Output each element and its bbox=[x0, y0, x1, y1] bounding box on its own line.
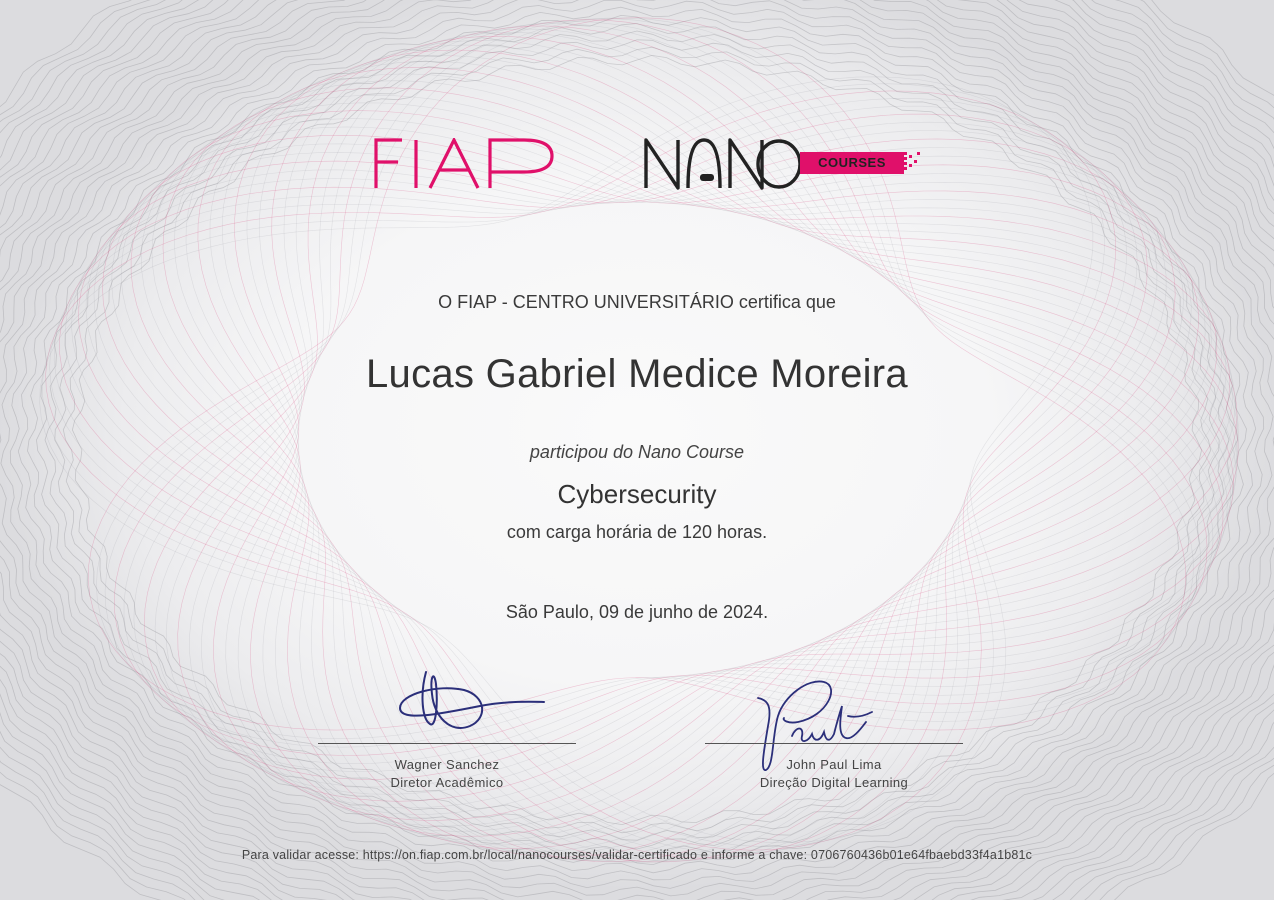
course-title: Cybersecurity bbox=[557, 479, 717, 509]
pixel-decoration-icon bbox=[904, 152, 922, 174]
validation-instructions: Para validar acesse: https://on.fiap.com.br/local/nanocourses/validar-certificado e informe a chave: 0706760436b01e64fbaebd33f4a1b81c bbox=[241, 848, 1033, 862]
certification-intro: O FIAP - CENTRO UNIVERSITÁRIO certifica que bbox=[438, 292, 836, 312]
logo-row bbox=[0, 130, 1274, 200]
course-hours: com carga horária de 120 horas. bbox=[506, 522, 768, 542]
issue-date: São Paulo, 09 de junho de 2024. bbox=[505, 602, 769, 622]
recipient-name: Lucas Gabriel Medice Moreira bbox=[366, 352, 908, 396]
signature-line bbox=[318, 743, 576, 744]
signature-line bbox=[705, 743, 963, 744]
participation-text: participou do Nano Course bbox=[529, 442, 745, 462]
fiap-logo bbox=[374, 138, 556, 195]
signer-role: Diretor Acadêmico bbox=[390, 775, 504, 790]
signature-wagner-sanchez bbox=[390, 664, 550, 744]
courses-tag: COURSES bbox=[800, 152, 904, 174]
nano-courses-logo bbox=[644, 138, 886, 195]
signer-name: Wagner Sanchez bbox=[394, 757, 500, 772]
signer-role: Direção Digital Learning bbox=[759, 775, 909, 790]
signer-name: John Paul Lima bbox=[786, 757, 882, 772]
